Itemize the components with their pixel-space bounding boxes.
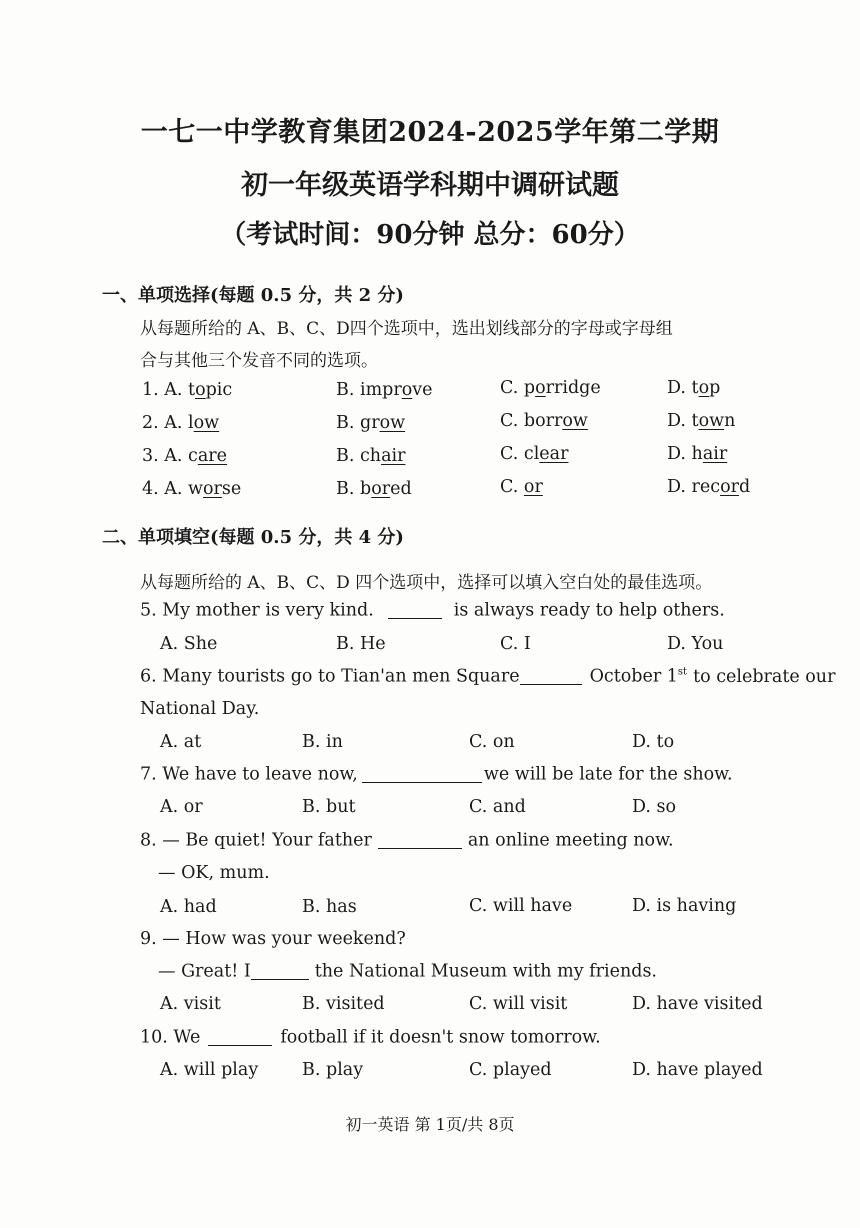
exam-title-subject: 初一年级英语学科期中调研试题 <box>241 170 619 201</box>
stem-text: the National Museum with my friends. <box>314 961 657 982</box>
reply-line: — OK, mum. <box>158 863 270 883</box>
option-c <box>500 477 543 497</box>
option-text: 3. A. c <box>142 446 198 466</box>
option-c: C. I <box>500 634 531 654</box>
underlined-letters: ow <box>379 413 406 433</box>
underlined-letters: or <box>720 477 739 497</box>
option-a <box>142 380 232 400</box>
option-b: B. He <box>336 634 386 654</box>
option-d: D. have visited <box>632 994 763 1014</box>
option-text: B. gr <box>336 413 380 433</box>
answer-blank <box>378 830 462 849</box>
option-a <box>142 413 219 433</box>
option-c <box>500 444 568 464</box>
option-a: A. at <box>160 732 202 752</box>
option-text: 4. A. w <box>142 479 204 499</box>
ordinal-suffix: st <box>677 666 688 678</box>
underlined-letters: ear <box>539 444 569 464</box>
option-text: D. t <box>667 378 699 398</box>
option-text: n <box>724 411 736 431</box>
underlined-letters: ow <box>698 411 725 431</box>
option-c: C. played <box>469 1060 552 1080</box>
option-text: se <box>221 479 242 499</box>
underlined-letters: are <box>197 446 227 466</box>
section-2-title: 二、单项填空(每题 0.5 分，共 4 分) <box>102 527 404 548</box>
option-b: B. play <box>302 1060 364 1080</box>
question-stem <box>140 830 674 851</box>
option-b: B. has <box>302 897 357 917</box>
option-text: C. cl <box>500 444 540 464</box>
option-d: D. so <box>632 797 677 817</box>
option-c: C. will visit <box>469 994 568 1014</box>
option-b <box>336 446 405 466</box>
option-text: pic <box>205 380 233 400</box>
underlined-letters: o <box>195 380 206 400</box>
option-c <box>500 378 601 398</box>
section-1-title: 一、单项选择(每题 0.5 分，共 2 分) <box>102 285 404 306</box>
option-d <box>667 477 750 497</box>
option-b: B. visited <box>302 994 385 1014</box>
question-stem-cont: National Day. <box>140 699 260 719</box>
option-text: B. b <box>336 479 372 499</box>
option-text: rridge <box>545 378 601 398</box>
exam-title-school: 一七一中学教育集团2024-2025学年第二学期 <box>140 117 720 148</box>
underlined-letters: air <box>381 446 406 466</box>
option-a: A. will play <box>160 1060 259 1080</box>
answer-blank <box>388 600 442 619</box>
stem-text: an online meeting now. <box>467 830 674 851</box>
option-a: A. or <box>160 797 203 817</box>
stem-text: 10. We <box>140 1027 201 1048</box>
underlined-letters: or <box>523 477 543 497</box>
option-text: B. ch <box>336 446 382 466</box>
stem-text: we will be late for the show. <box>483 764 733 785</box>
option-text: C. <box>500 477 524 497</box>
stem-text: 6. Many tourists go to Tian'an men Square <box>140 666 520 687</box>
answer-blank <box>520 666 582 685</box>
underlined-letters: o <box>401 380 413 400</box>
stem-text: is always ready to help others. <box>453 600 725 621</box>
underlined-letters: or <box>371 479 391 499</box>
question-stem: 9. — How was your weekend? <box>140 929 406 949</box>
option-text: p <box>709 378 721 398</box>
option-d: D. You <box>667 634 724 654</box>
option-a: A. She <box>160 634 218 654</box>
option-d <box>667 444 727 464</box>
option-d: D. to <box>632 732 675 752</box>
answer-blank <box>251 961 309 980</box>
answer-blank <box>208 1027 272 1046</box>
stem-text: — Great! I <box>158 961 251 982</box>
stem-text: football if it doesn't snow tomorrow. <box>280 1027 601 1048</box>
option-a <box>142 479 241 499</box>
stem-text: to celebrate our <box>693 666 836 687</box>
option-b <box>336 479 412 499</box>
stem-text: 8. — Be quiet! Your father <box>140 830 372 851</box>
option-d: D. is having <box>632 896 737 916</box>
option-text: D. t <box>667 411 699 431</box>
answer-blank <box>362 764 482 783</box>
section-2-instruction: 从每题所给的 A、B、C、D 四个选项中，选择可以填入空白处的最佳选项。 <box>140 573 713 593</box>
question-stem <box>140 600 725 621</box>
section-1-instruction-line1: 从每题所给的 A、B、C、D四个选项中，选出划线部分的字母或字母组 <box>140 319 673 339</box>
option-text: B. impr <box>336 380 402 400</box>
question-stem <box>140 666 835 687</box>
underlined-letters: ow <box>562 411 588 431</box>
underlined-letters: o <box>535 378 546 398</box>
exam-info: （考试时间：90分钟 总分：60分） <box>220 220 640 250</box>
question-stem <box>140 764 733 785</box>
option-b: B. in <box>302 732 343 752</box>
option-c: C. and <box>469 797 526 817</box>
option-text: D. h <box>667 444 703 464</box>
section-1-instruction-line2: 合与其他三个发音不同的选项。 <box>140 351 378 371</box>
option-d: D. have played <box>632 1060 763 1080</box>
option-c: C. on <box>469 732 515 752</box>
option-text: D. rec <box>667 477 721 497</box>
option-b: B. but <box>302 797 356 817</box>
option-text: C. borr <box>500 411 563 431</box>
option-a <box>142 446 227 466</box>
underlined-letters: o <box>698 378 710 398</box>
option-text: 2. A. l <box>142 413 194 433</box>
stem-text: October 1 <box>589 666 678 687</box>
page-footer: 初一英语 第 1页/共 8页 <box>345 1115 515 1134</box>
option-b <box>336 413 405 433</box>
underlined-letters: ow <box>193 413 220 433</box>
underlined-letters: air <box>702 444 728 464</box>
option-text: ve <box>412 380 433 400</box>
question-stem <box>140 1027 601 1048</box>
option-c: C. will have <box>469 896 573 916</box>
underlined-letters: or <box>203 479 222 499</box>
reply-line <box>158 961 657 982</box>
stem-text: 5. My mother is very kind. <box>140 600 374 621</box>
option-c <box>500 411 588 431</box>
option-text: C. p <box>500 378 536 398</box>
stem-text: 7. We have to leave now, <box>140 764 358 785</box>
option-d <box>667 378 720 398</box>
option-a: A. visit <box>160 994 221 1014</box>
option-d <box>667 411 735 431</box>
option-text: d <box>738 477 751 497</box>
option-a: A. had <box>160 897 217 917</box>
option-text: 1. A. t <box>142 380 196 400</box>
option-text: ed <box>390 479 412 499</box>
option-b <box>336 380 433 400</box>
